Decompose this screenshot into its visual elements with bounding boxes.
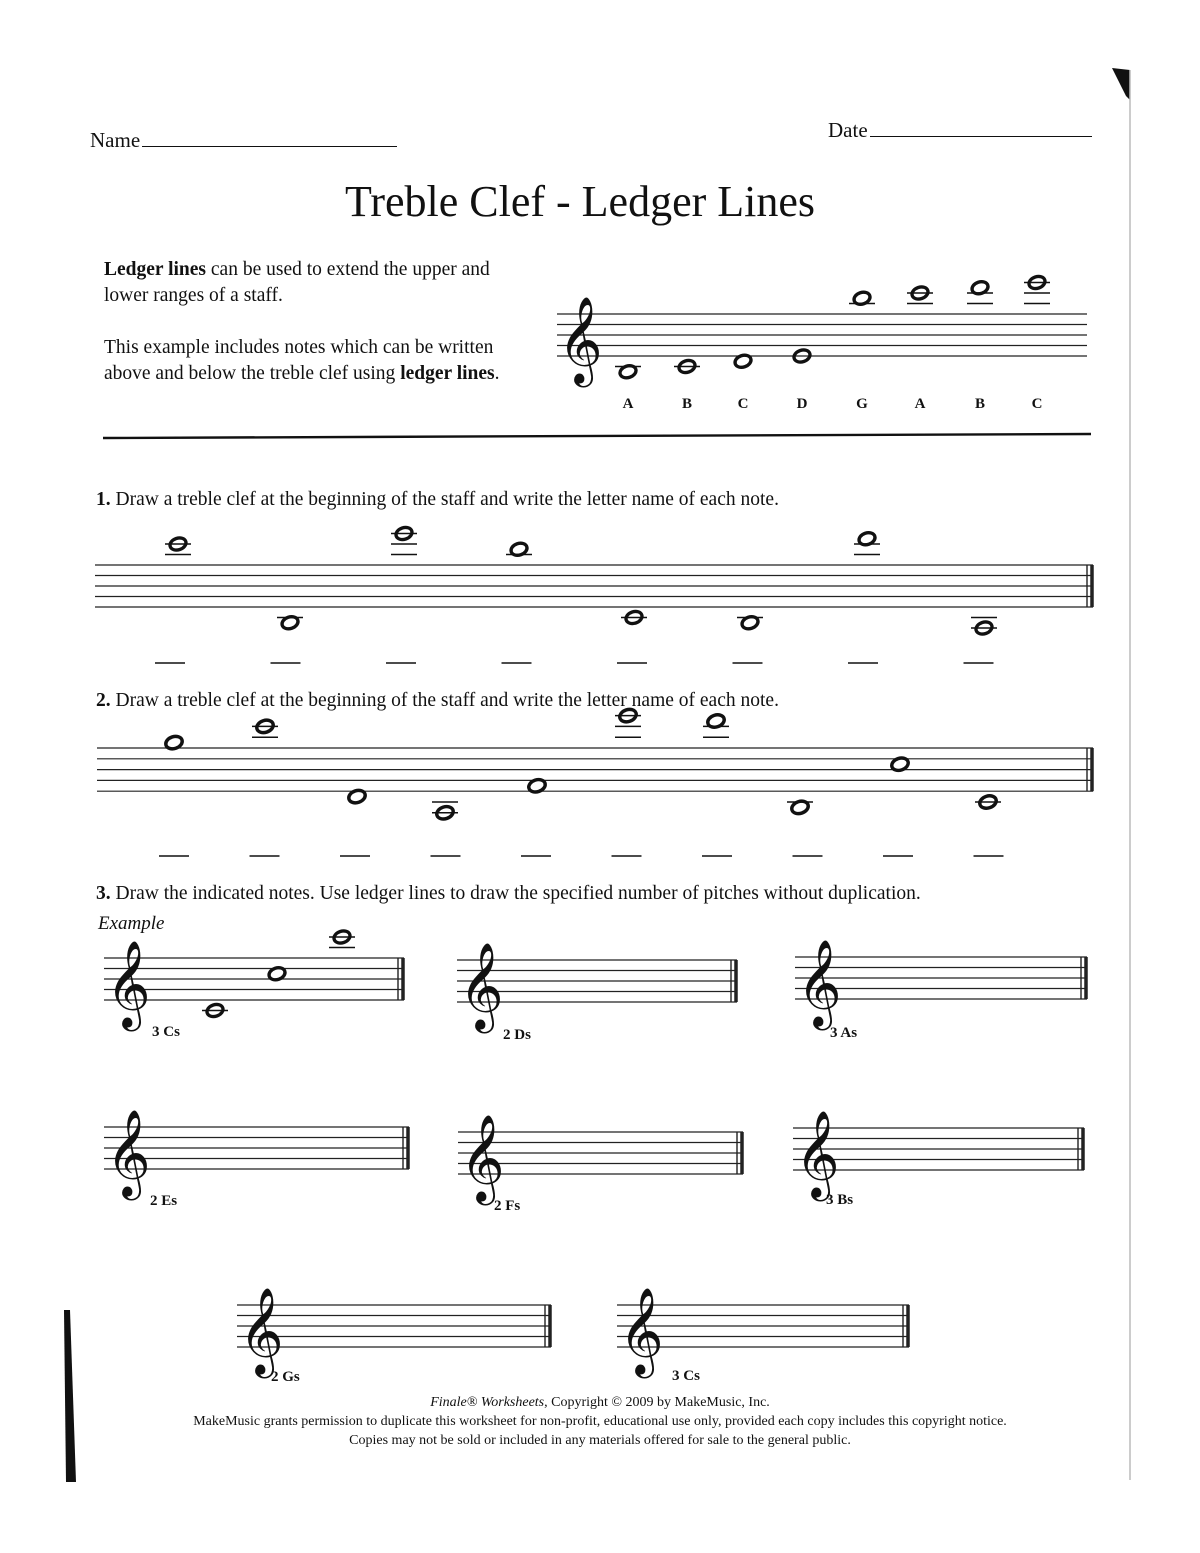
example-label: Example [98,913,165,934]
note-letter-label: B [974,396,986,412]
note-letter-label: C [737,396,749,412]
note-letter-label: B [681,396,693,412]
task-label-3: 3 As [830,1025,858,1041]
intro-p2-text: This example includes notes which can be written above and below the treble clef using [104,337,494,384]
footer-copyright: , Copyright © 2009 by MakeMusic, Inc. [544,1395,770,1410]
note-letter-label: C [1031,396,1043,412]
treble-clef-icon: 𝄞 [106,1112,151,1196]
task-label-7: 2 Gs [271,1369,300,1385]
footer-line-2: MakeMusic grants permission to duplicate this worksheet for non-profit, educational use only, provided each copy includes this copyright notice. [193,1414,1007,1429]
task-label-2: 2 Ds [503,1027,531,1043]
task-label-6: 3 Bs [826,1192,854,1208]
question-2-number: 2. [96,690,111,711]
date-label: Date [828,118,868,142]
note-letter-label: G [856,396,868,412]
treble-clef-icon: 𝄞 [797,942,842,1026]
intro-p2-term: ledger lines [400,363,495,384]
task-label-example: 3 Cs [152,1024,180,1040]
treble-clef-icon: 𝄞 [459,945,504,1029]
treble-clef-icon: 𝄞 [460,1117,505,1201]
treble-clef-icon: 𝄞 [558,299,603,383]
note-letter-label: A [914,396,926,412]
question-3-instruction: Draw the indicated notes. Use ledger lines to draw the specified number of pitches without duplication. [110,883,921,904]
task-label-8: 3 Cs [672,1368,700,1384]
question-1-number: 1. [96,489,111,510]
footer-product: Finale® Worksheets [430,1395,545,1410]
note-letter-label: A [622,396,634,412]
footer-line-3: Copies may not be sold or included in any materials offered for sale to the general public. [349,1433,851,1448]
question-2-instruction: Draw a treble clef at the beginning of the staff and write the letter name of each note. [110,690,779,711]
treble-clef-icon: 𝄞 [106,943,151,1027]
treble-clef-icon: 𝄞 [239,1290,284,1374]
intro-term: Ledger lines [104,259,207,280]
name-label: Name [90,128,141,152]
intro-p2-end: . [494,363,500,384]
page-title: Treble Clef - Ledger Lines [344,177,815,226]
treble-clef-icon: 𝄞 [795,1113,840,1197]
question-1-instruction: Draw a treble clef at the beginning of the staff and write the letter name of each note. [110,489,779,510]
question-3-number: 3. [96,883,111,904]
note-letter-label: D [796,396,808,412]
treble-clef-icon: 𝄞 [619,1290,664,1374]
task-label-5: 2 Fs [494,1198,521,1214]
task-label-4: 2 Es [150,1193,178,1209]
intro-p1-text: can be used to extend the upper and lower ranges of a staff. [104,259,490,306]
